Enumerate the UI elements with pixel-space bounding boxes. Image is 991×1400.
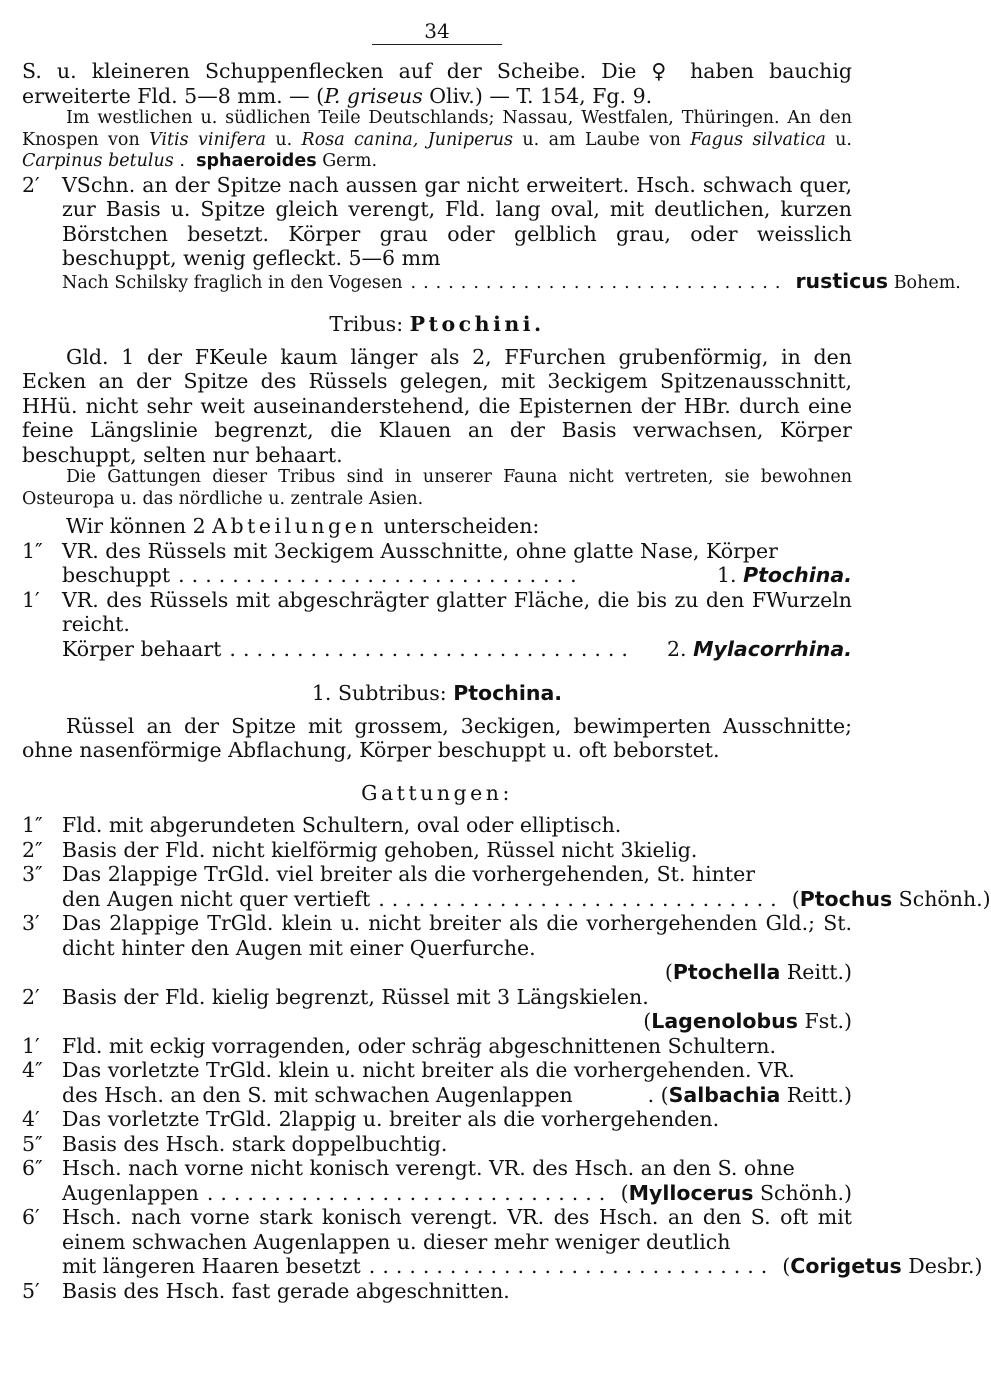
leader-dots: .............................. (229, 636, 635, 661)
genus-name: Salbachia (668, 1082, 781, 1107)
genus-key-6a (22, 1156, 852, 1205)
key-last-line (62, 563, 852, 588)
subtribus-description: Rüssel an der Spitze mit grossem, 3eckigen, bewimperten Ausschnitte; ohne nasenförmige Abflachung, Körper beschuppt u. oft beborstet. (22, 713, 852, 762)
ref-name: Ptochina. (743, 563, 852, 587)
tribus-name: Ptochini. (409, 312, 545, 336)
leader-dots: .............................. (378, 886, 784, 911)
tribus-description: Gld. 1 der FKeule kaum länger als 2, FFurchen grubenförmig, in den Ecken an der Spitze des Rüssels gelegen, mit 3eckigem Spitzenausschnitt, HHü. nicht sehr weit auseinanderstehend, die Episternen der HBr. durch eine feine Längslinie begrenzt, die Klauen an der Basis verwachsen, Körper beschuppt, selten nur behaart. (22, 344, 852, 467)
abteilungen-word: Abteilungen (212, 514, 377, 538)
genus-name: Lagenolobus (651, 1009, 798, 1033)
genus-key-2a (22, 838, 852, 863)
species-author: Germ. (316, 151, 378, 171)
intro-text-end: Oliv.) — T. 154, Fg. 9. (422, 83, 653, 108)
genus-key-2b (22, 985, 852, 1034)
key-last-text: des Hsch. an den S. mit schwachen Augenlappen (62, 1082, 573, 1107)
genus-author: Fst.) (797, 1009, 852, 1033)
species-rusticus-line (795, 268, 961, 295)
key-number: 6″ (22, 1156, 43, 1180)
key-text: Fld. mit abgerundeten Schultern, oval oder elliptisch. (62, 813, 622, 837)
plant-vitis: Vitis vinifera (149, 129, 266, 150)
paren: ( (620, 1180, 629, 1205)
key-number: 2′ (22, 172, 40, 197)
key-text: Das 2lappige TrGld. klein u. nicht breiter als die vorhergehenden Gld.; St. dicht hinter den Augen mit einer Querfurche. (62, 911, 852, 960)
paren: . ( (647, 1082, 669, 1107)
species-author: Bohem. (888, 272, 961, 293)
text: Wir können 2 (66, 514, 213, 538)
page (22, 18, 991, 1303)
key-last-line (62, 637, 852, 662)
key-text: Fld. mit eckig vorragenden, oder schräg abgeschnittenen Schultern. (62, 1033, 776, 1058)
ref-ptochina (717, 563, 852, 588)
page-number: 34 (424, 19, 450, 43)
key-number: 3′ (22, 911, 40, 935)
key-last-text: Körper behaart (62, 636, 222, 661)
key-last-line (62, 588, 852, 637)
genus-author: Desbr.) (901, 1254, 983, 1278)
key-number: 1″ (22, 813, 43, 837)
key-number: 2′ (22, 984, 40, 1009)
key-last-text: den Augen nicht quer vertieft (62, 886, 371, 911)
genus-key-4a (22, 1058, 852, 1107)
species-rusticus: rusticus (795, 268, 889, 293)
genus-salbachia (648, 1083, 852, 1108)
note-text: u. (825, 129, 852, 150)
genus-key-1b (22, 1034, 852, 1059)
subtribe-key-1a (22, 539, 852, 588)
genus-key-5b (22, 1279, 852, 1304)
key-note: Nach Schilsky fraglich in den Vogesen (62, 272, 403, 293)
ref-number: 2. (667, 636, 694, 661)
key-text: VR. des Rüssels mit abgeschrägter glatter Fläche, die bis zu den FWurzeln reicht. (62, 587, 852, 636)
paren: ( (643, 1009, 652, 1033)
abteilungen-line (22, 514, 852, 539)
genus-myllocerus (621, 1181, 852, 1206)
key-number: 5′ (22, 1278, 40, 1303)
genus-key-3b (22, 911, 852, 985)
plant-rosa: Rosa canina, Juniperus (301, 129, 514, 150)
key-number: 4′ (22, 1107, 40, 1131)
ref-mylacorrhina (667, 637, 852, 662)
note-text: u. am Laube von (513, 129, 691, 150)
genus-author: Reitt.) (780, 960, 852, 984)
tribus-heading (22, 312, 852, 337)
key-last-text: beschuppt (62, 563, 171, 587)
page-number-rule (372, 44, 502, 45)
leader-dots: .............................. (410, 272, 788, 293)
genus-ptochella (62, 960, 852, 985)
key-text: Basis der Fld. nicht kielförmig gehoben, Rüssel nicht 3kielig. (62, 837, 698, 862)
heading-label: 1. Subtribus: (311, 681, 454, 705)
note-text: u. (265, 129, 302, 150)
key-text: Basis des Hsch. stark doppelbuchtig. (62, 1131, 448, 1156)
key-text: Hsch. nach vorne nicht konisch verengt. VR. des Hsch. an den S. ohne (62, 1156, 795, 1180)
key-entry-2b-note (22, 268, 961, 295)
key-last-line (62, 1083, 852, 1108)
genus-author: Reitt.) (780, 1082, 852, 1107)
genus-name: Myllocerus (628, 1180, 754, 1205)
key-number: 1′ (22, 1033, 40, 1058)
key-number: 4″ (22, 1058, 43, 1082)
key-text: Basis des Hsch. fast gerade abgeschnitten. (62, 1278, 510, 1303)
paren: ( (791, 886, 800, 911)
tribus-note: Die Gattungen dieser Tribus sind in unserer Fauna nicht vertreten, sie bewohnen Osteuropa u. das nördliche u. zentrale Asien. (22, 467, 852, 509)
key-number: 2″ (22, 837, 43, 862)
genus-key-1a (22, 813, 852, 838)
key-text: Hsch. nach vorne stark konisch verengt. VR. des Hsch. an den S. oft mit einem schwachen Augenlappen u. dieser mehr weniger deutlich (62, 1205, 852, 1254)
text: unterscheiden: (376, 514, 540, 538)
genus-lagenolobus (62, 1009, 852, 1034)
plant-fagus: Fagus silvatica (690, 129, 826, 150)
leader-dots: .............................. (206, 1180, 613, 1205)
genus-name: Ptochus (799, 886, 893, 911)
key-number: 1″ (22, 538, 43, 563)
genus-corigetus (782, 1254, 982, 1279)
genus-key-5a (22, 1132, 852, 1157)
key-last-line (62, 886, 991, 912)
leader-dots: .............................. (368, 1254, 775, 1278)
key-number: 5″ (22, 1131, 43, 1156)
genus-key-4b (22, 1107, 852, 1132)
genus-name: Corigetus (790, 1254, 902, 1278)
note-text: . (173, 151, 185, 171)
key-text: VSchn. an der Spitze nach aussen gar nicht erweitert. Hsch. schwach quer, zur Basis u. Spitze gleich verengt, Fld. lang oval, mit deutlichen, kurzen Börstchen besetzt. Körper grau oder gelblich grau, oder weisslich beschuppt, wenig gefleckt. 5—6 mm (62, 172, 852, 270)
genus-author: Schönh.) (892, 886, 991, 911)
ref-name: Mylacorrhina. (693, 636, 852, 661)
heading-label: Tribus: (329, 312, 410, 336)
leader-dots: .............................. (178, 563, 584, 587)
key-text: Basis der Fld. kielig begrenzt, Rüssel mit 3 Längskielen. (62, 984, 649, 1009)
paren: ( (664, 960, 673, 984)
species-sphaeroides: sphaeroides (196, 151, 317, 171)
key-last-line (62, 1181, 852, 1206)
paren: ( (782, 1254, 791, 1278)
genus-key-6b (22, 1205, 983, 1279)
plant-carpinus: Carpinus betulus (22, 151, 174, 171)
ref-number: 1. (717, 563, 744, 587)
key-text: VR. des Rüssels mit 3eckigem Ausschnitte, ohne glatte Nase, Körper (62, 538, 778, 563)
key-number: 6′ (22, 1205, 40, 1229)
subtribus-heading (22, 681, 852, 706)
genus-name: Ptochella (672, 960, 781, 984)
key-text: Das vorletzte TrGld. klein u. nicht breiter als die vorhergehenden. VR. (62, 1058, 795, 1082)
distribution-note (22, 108, 852, 173)
subtribe-key-1b (22, 588, 852, 662)
note-text: Im westlichen u. südlichen Teile Deutschlands; Nassau, Westfalen, Thüringen. An den Knospen von (22, 108, 852, 150)
key-last-text: Augenlappen (62, 1180, 199, 1205)
key-number: 1′ (22, 587, 40, 612)
intro-paragraph (22, 59, 852, 108)
key-text: Das vorletzte TrGld. 2lappig u. breiter als die vorhergehenden. (62, 1107, 720, 1131)
key-entry-2b (22, 173, 852, 271)
subtribus-name: Ptochina. (453, 681, 563, 705)
key-text: Das 2lappige TrGld. viel breiter als die vorhergehenden, St. hinter (62, 862, 756, 886)
genus-author: Schönh.) (753, 1180, 852, 1205)
genus-key-3a (22, 862, 991, 911)
key-last-line (62, 1254, 983, 1279)
intro-text: S. u. kleineren Schuppenflecken auf der Scheibe. Die ♀ haben bauchig erweiterte Fld. 5—8 mm. — ( (22, 59, 852, 108)
species-griseus: P. griseus (324, 83, 423, 108)
key-last-text: mit längeren Haaren besetzt (62, 1254, 361, 1278)
key-number: 3″ (22, 862, 43, 886)
genus-ptochus (792, 887, 991, 912)
gattungen-heading: Gattungen: (361, 780, 513, 805)
